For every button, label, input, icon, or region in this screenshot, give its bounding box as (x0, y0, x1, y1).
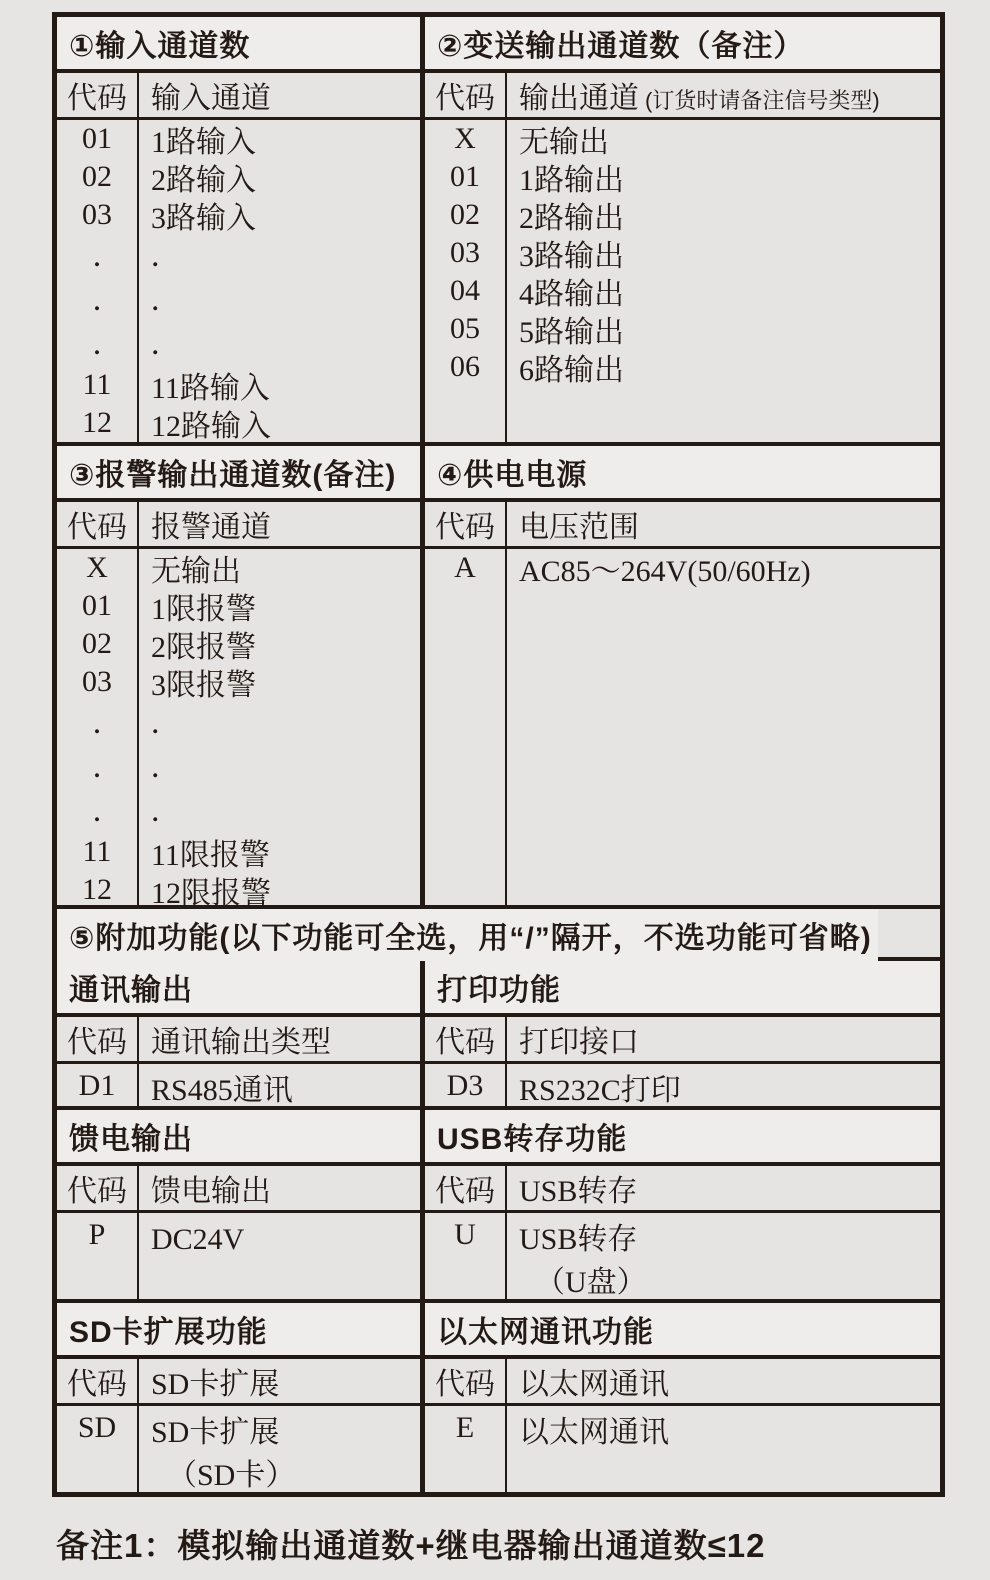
desc-header-text: 输出通道 (519, 82, 639, 115)
table-row (425, 1213, 940, 1304)
desc-header: 以太网通讯 (519, 1368, 669, 1401)
feed-body (57, 1166, 420, 1299)
code-cell: 02 (450, 198, 480, 231)
code-cell: 02 (82, 627, 112, 660)
code-cell: D1 (78, 1069, 116, 1102)
code-cell: A (454, 551, 476, 584)
table-row (57, 587, 420, 625)
table-row (57, 833, 420, 871)
desc-cell: 2路输出 (519, 202, 624, 235)
code-header: 代码 (435, 1175, 495, 1208)
column-divider (505, 73, 507, 442)
section5-title: ⑤附加功能(以下功能可全选，用“/”隔开，不选功能可省略) (57, 909, 878, 961)
desc-cell: . (151, 748, 160, 785)
table-row (57, 196, 420, 234)
code-cell: 01 (82, 589, 112, 622)
code-cell: D3 (446, 1069, 484, 1102)
code-cell: . (92, 237, 102, 274)
code-cell: SD (77, 1411, 117, 1444)
print-title: 打印功能 (425, 961, 940, 1017)
code-cell: 12 (82, 406, 112, 439)
desc-header: 通讯输出类型 (151, 1026, 331, 1059)
band-alarm-power (57, 442, 940, 910)
column-divider (505, 502, 507, 905)
code-header: 代码 (67, 1175, 127, 1208)
table-row (57, 663, 420, 701)
code-cell: 11 (82, 835, 112, 868)
table-row (425, 1406, 940, 1454)
column-divider (137, 1359, 139, 1492)
code-cell: . (92, 792, 102, 829)
desc-header: 馈电输出 (151, 1175, 271, 1208)
table-row (425, 310, 940, 348)
section4-body (425, 502, 940, 905)
subsection-sd-expansion (57, 1303, 420, 1492)
section3-body (57, 502, 420, 910)
code-cell: . (92, 704, 102, 741)
table-row (425, 348, 940, 386)
desc-cell: 无输出 (151, 555, 241, 588)
print-body (425, 1017, 940, 1106)
desc-line: RS232C打印 (519, 1074, 681, 1107)
header-row (57, 1017, 420, 1064)
ellipsis-row (57, 322, 420, 366)
subsection-comm-output (57, 961, 420, 1106)
section-input-channels (57, 17, 420, 442)
ellipsis-row (57, 278, 420, 322)
comm-title: 通讯输出 (57, 961, 420, 1017)
desc-cell: 3路输入 (151, 202, 256, 235)
code-cell: U (454, 1218, 476, 1251)
desc-line: DC24V (151, 1223, 245, 1256)
desc-cell: 无输出 (519, 126, 609, 159)
code-cell: E (455, 1411, 475, 1444)
subsection-ethernet-comm (420, 1303, 940, 1492)
band-comm-print (57, 957, 940, 1106)
band-feed-usb (57, 1106, 940, 1299)
header-row (425, 1166, 940, 1213)
column-divider (505, 1166, 507, 1299)
desc-line: RS485通讯 (151, 1074, 293, 1107)
code-cell: 03 (82, 198, 112, 231)
code-cell: 12 (82, 873, 112, 906)
code-cell: . (92, 325, 102, 362)
desc-cell: 3限报警 (151, 669, 256, 702)
table-row (425, 1064, 940, 1112)
section4-title: ④供电电源 (425, 446, 940, 502)
desc-line: SD卡扩展 (151, 1416, 280, 1449)
ellipsis-row (57, 789, 420, 833)
order-note: (订货时请备注信号类型) (645, 88, 880, 113)
code-cell: 02 (82, 160, 112, 193)
code-cell: 03 (450, 236, 480, 269)
table-row (425, 234, 940, 272)
sd-title: SD卡扩展功能 (57, 1303, 420, 1359)
desc-cell (505, 1218, 940, 1304)
header-row (57, 73, 420, 120)
desc-cell: 1路输出 (519, 164, 624, 197)
code-cell: P (88, 1218, 106, 1251)
ethernet-title: 以太网通讯功能 (425, 1303, 940, 1359)
code-cell: 05 (450, 312, 480, 345)
header-row (57, 1166, 420, 1213)
code-header: 代码 (67, 1368, 127, 1401)
table-row (425, 549, 940, 587)
code-cell: 04 (450, 274, 480, 307)
sd-body (57, 1359, 420, 1492)
desc-cell: 3路输出 (519, 240, 624, 273)
desc-cell: 2限报警 (151, 631, 256, 664)
table-row (425, 120, 940, 158)
table-row (57, 158, 420, 196)
desc-header (505, 73, 940, 117)
ellipsis-row (57, 234, 420, 278)
code-header: 代码 (435, 511, 495, 544)
table-row (57, 549, 420, 587)
desc-header: 报警通道 (151, 511, 271, 544)
desc-cell: 1限报警 (151, 593, 256, 626)
subsection-feed-output (57, 1110, 420, 1299)
table-row (425, 272, 940, 310)
ellipsis-row (57, 701, 420, 745)
desc-cell: 6路输出 (519, 354, 624, 387)
code-header: 代码 (67, 511, 127, 544)
section-power-supply (420, 446, 940, 905)
header-row (425, 1017, 940, 1064)
column-divider (137, 1166, 139, 1299)
header-row (425, 1359, 940, 1406)
section2-title: ②变送输出通道数（备注） (425, 17, 940, 73)
ordering-code-table (52, 12, 945, 1497)
section2-body (425, 73, 940, 442)
code-header: 代码 (67, 82, 127, 115)
desc-cell: 11限报警 (151, 839, 270, 872)
code-cell: 03 (82, 665, 112, 698)
column-divider (137, 502, 139, 905)
desc-cell (505, 1069, 940, 1112)
desc-line2: （SD卡） (167, 1459, 296, 1492)
column-divider (505, 1017, 507, 1106)
code-cell: 01 (450, 160, 480, 193)
code-cell: 06 (450, 350, 480, 383)
band-input-transmit (57, 17, 940, 442)
desc-cell: . (151, 237, 160, 274)
table-row (57, 625, 420, 663)
band-additional-functions-title (57, 905, 940, 957)
usb-body (425, 1166, 940, 1299)
table-row (57, 366, 420, 404)
section-alarm-output-channels (57, 446, 420, 910)
table-row (425, 196, 940, 234)
code-cell: 11 (82, 368, 112, 401)
header-row (425, 73, 940, 120)
desc-cell: . (151, 792, 160, 829)
desc-cell: 4路输出 (519, 278, 624, 311)
code-header: 代码 (435, 1026, 495, 1059)
code-header: 代码 (435, 1368, 495, 1401)
code-cell: . (92, 281, 102, 318)
table-row (57, 404, 420, 442)
table-row (57, 871, 420, 909)
code-cell: 01 (82, 122, 112, 155)
desc-header: 电压范围 (519, 511, 639, 544)
subsection-usb-transfer (420, 1110, 940, 1299)
desc-cell: AC85～264V(50/60Hz) (519, 555, 811, 588)
desc-line: 以太网通讯 (519, 1416, 669, 1449)
desc-line: USB转存 (519, 1223, 638, 1256)
desc-header: USB转存 (519, 1175, 638, 1208)
desc-header: SD卡扩展 (151, 1368, 280, 1401)
subsection-print-function (420, 961, 940, 1106)
desc-cell: 2路输入 (151, 164, 256, 197)
ellipsis-row (57, 745, 420, 789)
desc-cell: . (151, 704, 160, 741)
desc-cell: 12限报警 (151, 877, 271, 910)
desc-cell (137, 1218, 420, 1261)
column-divider (505, 1359, 507, 1492)
table-row (57, 120, 420, 158)
table-row (425, 158, 940, 196)
desc-cell (137, 1411, 420, 1497)
section1-body (57, 73, 420, 442)
desc-cell: . (151, 281, 160, 318)
header-row (57, 1359, 420, 1406)
desc-cell: 1路输入 (151, 126, 256, 159)
band-sd-ethernet (57, 1299, 940, 1492)
desc-line2: （U盘） (535, 1266, 647, 1299)
desc-cell: 5路输出 (519, 316, 624, 349)
footnote: 备注1：模拟输出通道数+继电器输出通道数≤12 (56, 1527, 766, 1564)
desc-cell (505, 1411, 940, 1454)
desc-cell (137, 1069, 420, 1112)
section3-title: ③报警输出通道数(备注) (57, 446, 420, 502)
section-transmit-output-channels (420, 17, 940, 442)
usb-title: USB转存功能 (425, 1110, 940, 1166)
desc-cell: . (151, 325, 160, 362)
code-header: 代码 (67, 1026, 127, 1059)
code-cell: X (454, 122, 476, 155)
table-row (57, 1406, 420, 1497)
code-header: 代码 (435, 82, 495, 115)
code-cell: . (92, 748, 102, 785)
column-divider (137, 73, 139, 442)
comm-body (57, 1017, 420, 1106)
table-row (57, 1213, 420, 1261)
desc-header: 输入通道 (151, 82, 271, 115)
desc-cell: 11路输入 (151, 372, 270, 405)
header-row (57, 502, 420, 549)
desc-cell: 12路输入 (151, 410, 271, 443)
column-divider (137, 1017, 139, 1106)
feed-title: 馈电输出 (57, 1110, 420, 1166)
section1-title: ①输入通道数 (57, 17, 420, 73)
header-row (425, 502, 940, 549)
code-cell: X (86, 551, 108, 584)
table-row (57, 1064, 420, 1112)
desc-header: 打印接口 (519, 1026, 639, 1059)
ethernet-body (425, 1359, 940, 1492)
